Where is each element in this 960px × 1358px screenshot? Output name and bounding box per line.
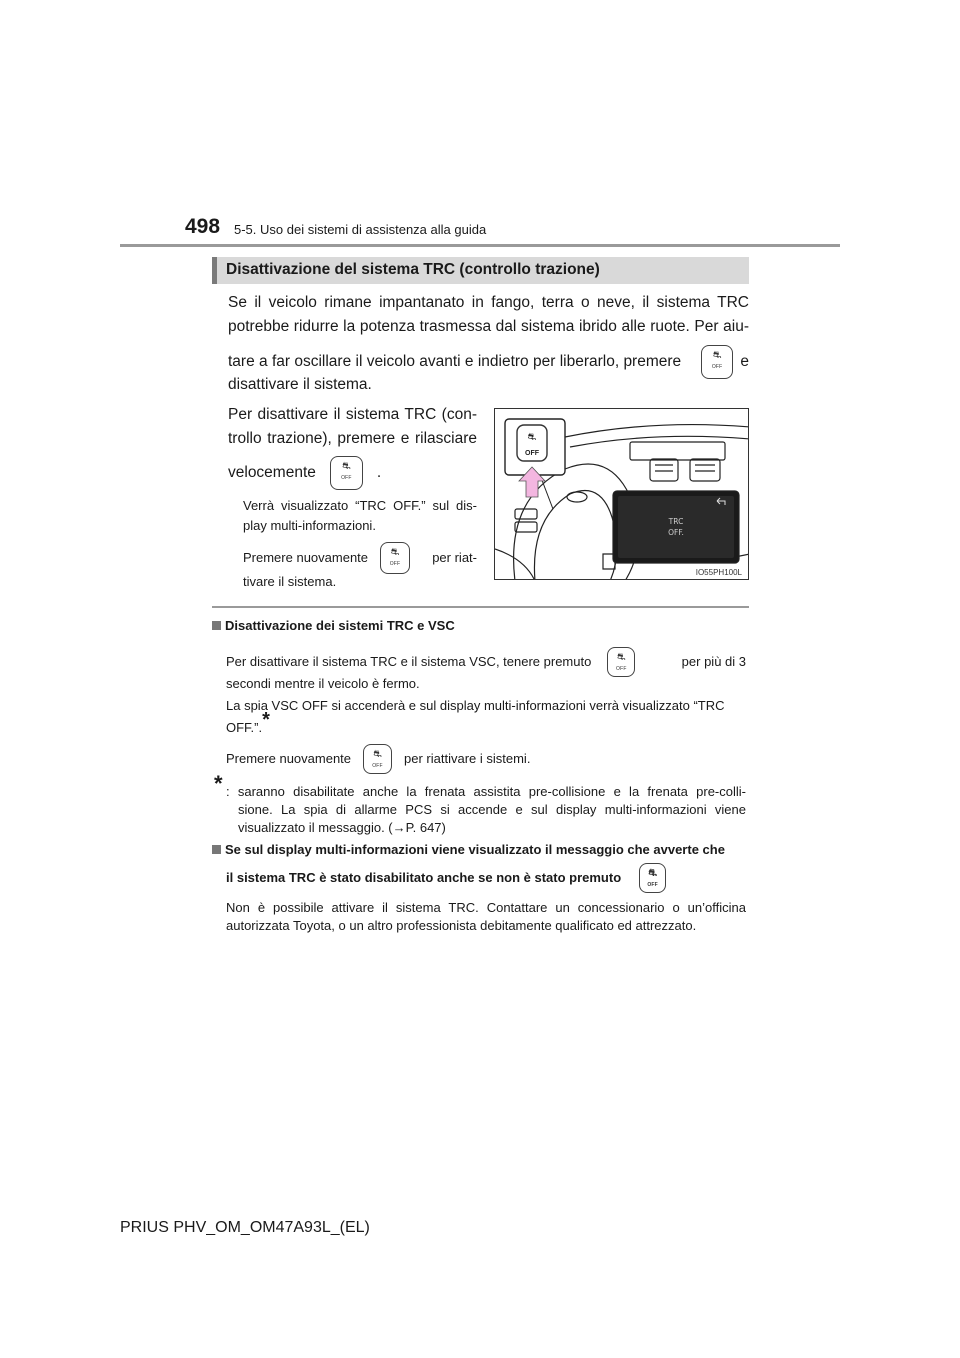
off-label: OFF <box>711 364 723 370</box>
off-label: OFF <box>341 475 352 481</box>
off-label: OFF <box>389 561 401 567</box>
off-label: OFF <box>616 666 627 672</box>
disabled-msg-p-line-2: autorizzata Toyota, o un altro professionista debitamente qualificato ed attrezzato. <box>226 918 697 933</box>
footnote-asterisk: * <box>214 771 223 796</box>
trc-vsc-p2-line-1: La spia VSC OFF si accenderà e sul display multi-informazioni verrà visualizzato “TRC <box>226 698 725 713</box>
dashboard-illustration <box>494 408 749 580</box>
note2-line-1 <box>243 541 477 575</box>
section-heading-bar <box>212 257 217 284</box>
disabled-msg-heading-line-1 <box>212 840 752 860</box>
figure-code: IO55PH100L <box>695 568 742 577</box>
step-line-2: trollo trazione), premere e rilasciare <box>228 430 477 447</box>
section-title: Disattivazione del sistema TRC (controllo trazione) <box>226 261 600 278</box>
disabled-msg-heading-line-2 <box>226 862 666 894</box>
footnote-line-2: sione. La spia di allarme PCS si accende e sul display multi-informazioni viene <box>238 802 746 817</box>
asterisk-mark: * <box>262 709 270 731</box>
intro-line-3-text: tare a far oscillare il veicolo avanti e indietro per liberarlo, premere <box>228 353 682 370</box>
disabled-msg-heading-line-2-text: il sistema TRC è stato disabilitato anche se non è stato premuto <box>226 870 622 885</box>
slip-car-icon: ⛐ <box>342 461 351 472</box>
trc-vsc-heading-text: Disattivazione dei sistemi TRC e VSC <box>225 618 455 633</box>
section-heading <box>212 257 749 284</box>
intro-line-2: potrebbe ridurre la potenza trasmessa dal sistema ibrido alle ruote. Per aiu- <box>228 318 749 335</box>
trc-vsc-p2-line-2 <box>226 709 270 738</box>
chapter-title: 5-5. Uso dei sistemi di assistenza alla guida <box>234 222 487 237</box>
footnote-line-3: visualizzato il messaggio. (→P. 647) <box>238 820 446 835</box>
section-divider <box>212 606 749 608</box>
trc-vsc-p1-end: per più di 3 <box>681 654 746 669</box>
trc-vsc-p3 <box>226 743 530 775</box>
note2-line-2: tivare il sistema. <box>243 574 337 589</box>
note2-line-1-end: per riat- <box>432 550 477 565</box>
svg-text:⛐: ⛐ <box>527 432 537 443</box>
off-label: OFF <box>372 763 383 769</box>
intro-line-3-end: e <box>740 353 749 370</box>
square-bullet-icon <box>212 845 221 854</box>
intro-line-4: disattivare il sistema. <box>228 376 372 393</box>
trc-off-switch-icon <box>701 345 733 379</box>
trc-vsc-p2-line-2-text: OFF.”. <box>226 720 263 735</box>
step-line-3 <box>228 456 381 490</box>
trc-off-switch-icon <box>380 542 410 574</box>
off-label: OFF <box>647 882 658 888</box>
trc-vsc-p3-end: per riattivare i sistemi. <box>404 751 531 766</box>
trc-off-switch-icon <box>639 863 666 893</box>
note2-line-1-text: Premere nuovamente <box>243 550 369 565</box>
figure-off-label: OFF <box>525 450 539 457</box>
dashboard-drawing <box>495 409 749 580</box>
slip-car-icon: ⛐ <box>617 652 626 663</box>
disabled-msg-heading-text: Se sul display multi-informazioni viene visualizzato il messaggio che avverte che <box>225 842 725 857</box>
trc-off-switch-icon <box>330 456 363 490</box>
trc-vsc-p1-line-2: secondi mentre il veicolo è fermo. <box>226 676 420 691</box>
note1-line-1: Verrà visualizzato “TRC OFF.” sul dis- <box>243 498 477 513</box>
step-line-1: Per disattivare il sistema TRC (con- <box>228 406 477 423</box>
model-code: PRIUS PHV_OM_OM47A93L_(EL) <box>120 1219 370 1236</box>
trc-vsc-p3-start: Premere nuovamente <box>226 751 352 766</box>
trc-vsc-p1-text: Per disattivare il sistema TRC e il sistema VSC, tenere premuto <box>226 654 592 669</box>
slip-car-icon: ⛐ <box>390 547 400 558</box>
note1-line-2: play multi-informazioni. <box>243 518 376 533</box>
trc-off-switch-icon <box>363 744 392 774</box>
display-text-off: OFF. <box>668 528 684 537</box>
trc-off-switch-icon <box>607 647 635 677</box>
slip-car-icon: ⛐ <box>648 868 657 879</box>
step-line-3-end: . <box>376 464 382 481</box>
page-number: 498 <box>185 215 221 238</box>
slip-car-icon: ⛐ <box>712 350 722 361</box>
header-divider <box>120 244 840 247</box>
square-bullet-icon <box>212 621 221 630</box>
disabled-msg-p-line-1: Non è possibile attivare il sistema TRC. Contattare un concessionario o un’officina <box>226 900 746 915</box>
slip-car-icon: ⛐ <box>373 749 382 760</box>
footnote-line-1: : saranno disabilitate anche la frenata assistita pre-collisione e la frenata pre-colli- <box>226 784 746 799</box>
intro-line-1: Se il veicolo rimane impantanato in fango, terra o neve, il sistema TRC <box>228 294 749 311</box>
display-text-trc: TRC <box>668 517 684 526</box>
trc-vsc-heading <box>212 616 455 636</box>
step-line-3-text: velocemente <box>228 464 316 481</box>
